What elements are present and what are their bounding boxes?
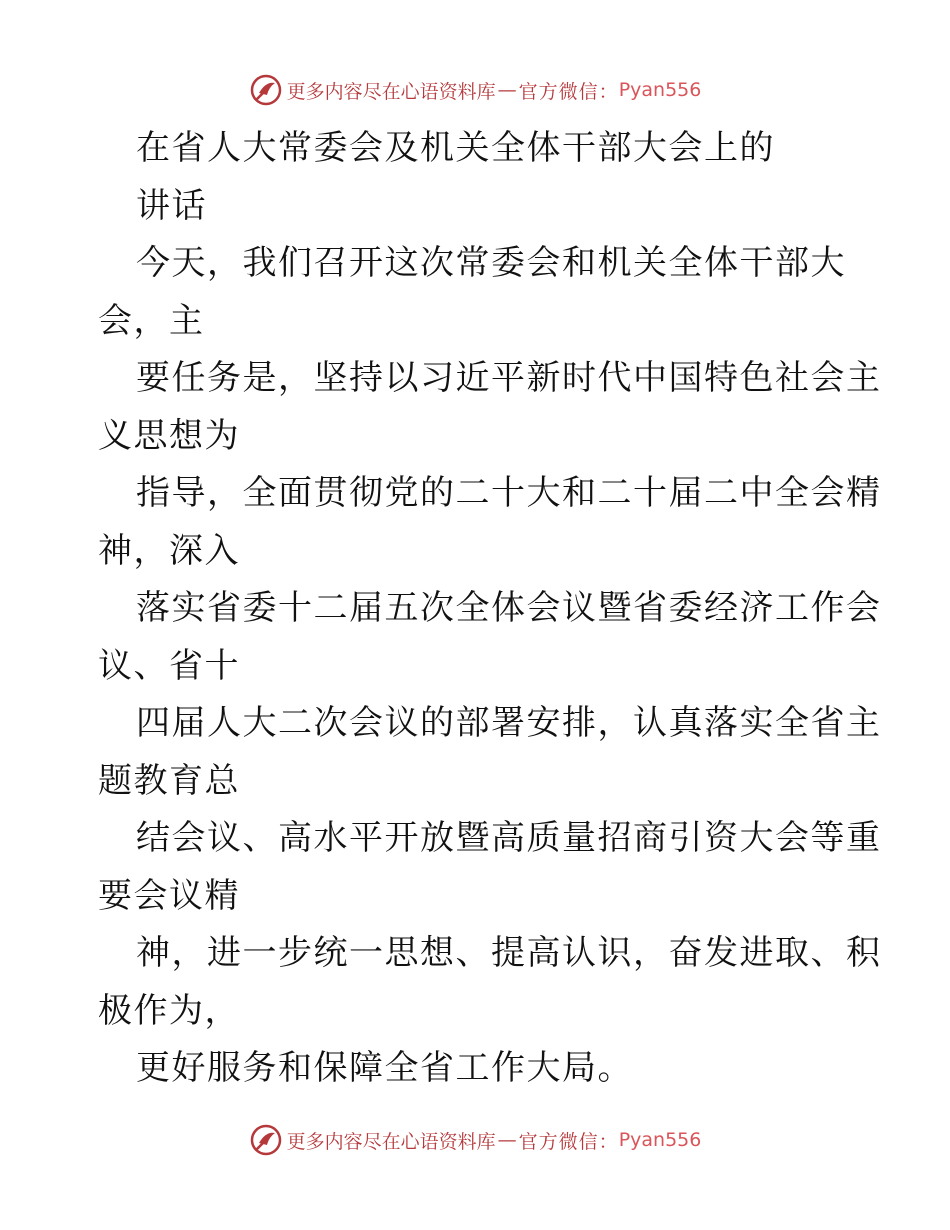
doc-line: 更好服务和保障全省工作大局。 (136, 1048, 633, 1088)
doc-line: 在省人大常委会及机关全体干部大会上的 (136, 128, 775, 168)
doc-line: 要会议精 (98, 875, 240, 916)
watermark-dash: — (497, 79, 517, 101)
watermark-wechat-id: Pyan556 (618, 79, 702, 101)
doc-line: 义思想为 (98, 415, 240, 456)
doc-line: 结会议、高水平开放暨高质量招商引资大会等重 (136, 818, 882, 858)
doc-line: 会，主 (98, 300, 205, 341)
watermark-wechat-id: Pyan556 (618, 1129, 702, 1151)
doc-line: 神，进一步统一思想、提高认识，奋发进取、积 (136, 933, 882, 973)
doc-line: 今天，我们召开这次常委会和机关全体干部大 (136, 243, 846, 283)
watermark-sub-text: 官方微信： (518, 80, 619, 103)
doc-line: 神，深入 (98, 530, 240, 571)
doc-line: 讲话 (136, 185, 207, 226)
doc-line: 议、省十 (98, 645, 240, 686)
doc-line: 题教育总 (98, 760, 240, 801)
doc-line: 落实省委十二届五次全体会议暨省委经济工作会 (136, 588, 882, 628)
watermark-footer (0, 1120, 950, 1160)
brand-logo-icon (249, 73, 283, 107)
watermark-main-text: 更多内容尽在心语资料库 (286, 1130, 496, 1153)
doc-line: 四届人大二次会议的部署安排，认真落实全省主 (136, 703, 882, 743)
document-body (98, 120, 882, 1098)
doc-line: 极作为， (98, 990, 240, 1031)
doc-line: 要任务是，坚持以习近平新时代中国特色社会主 (136, 358, 882, 398)
watermark-sub-text: 官方微信： (518, 1130, 619, 1153)
doc-line: 指导，全面贯彻党的二十大和二十届二中全会精 (136, 473, 882, 513)
watermark-header (0, 70, 950, 110)
brand-logo-icon (249, 1123, 283, 1157)
watermark-dash: — (497, 1129, 517, 1151)
watermark-main-text: 更多内容尽在心语资料库 (286, 80, 496, 103)
